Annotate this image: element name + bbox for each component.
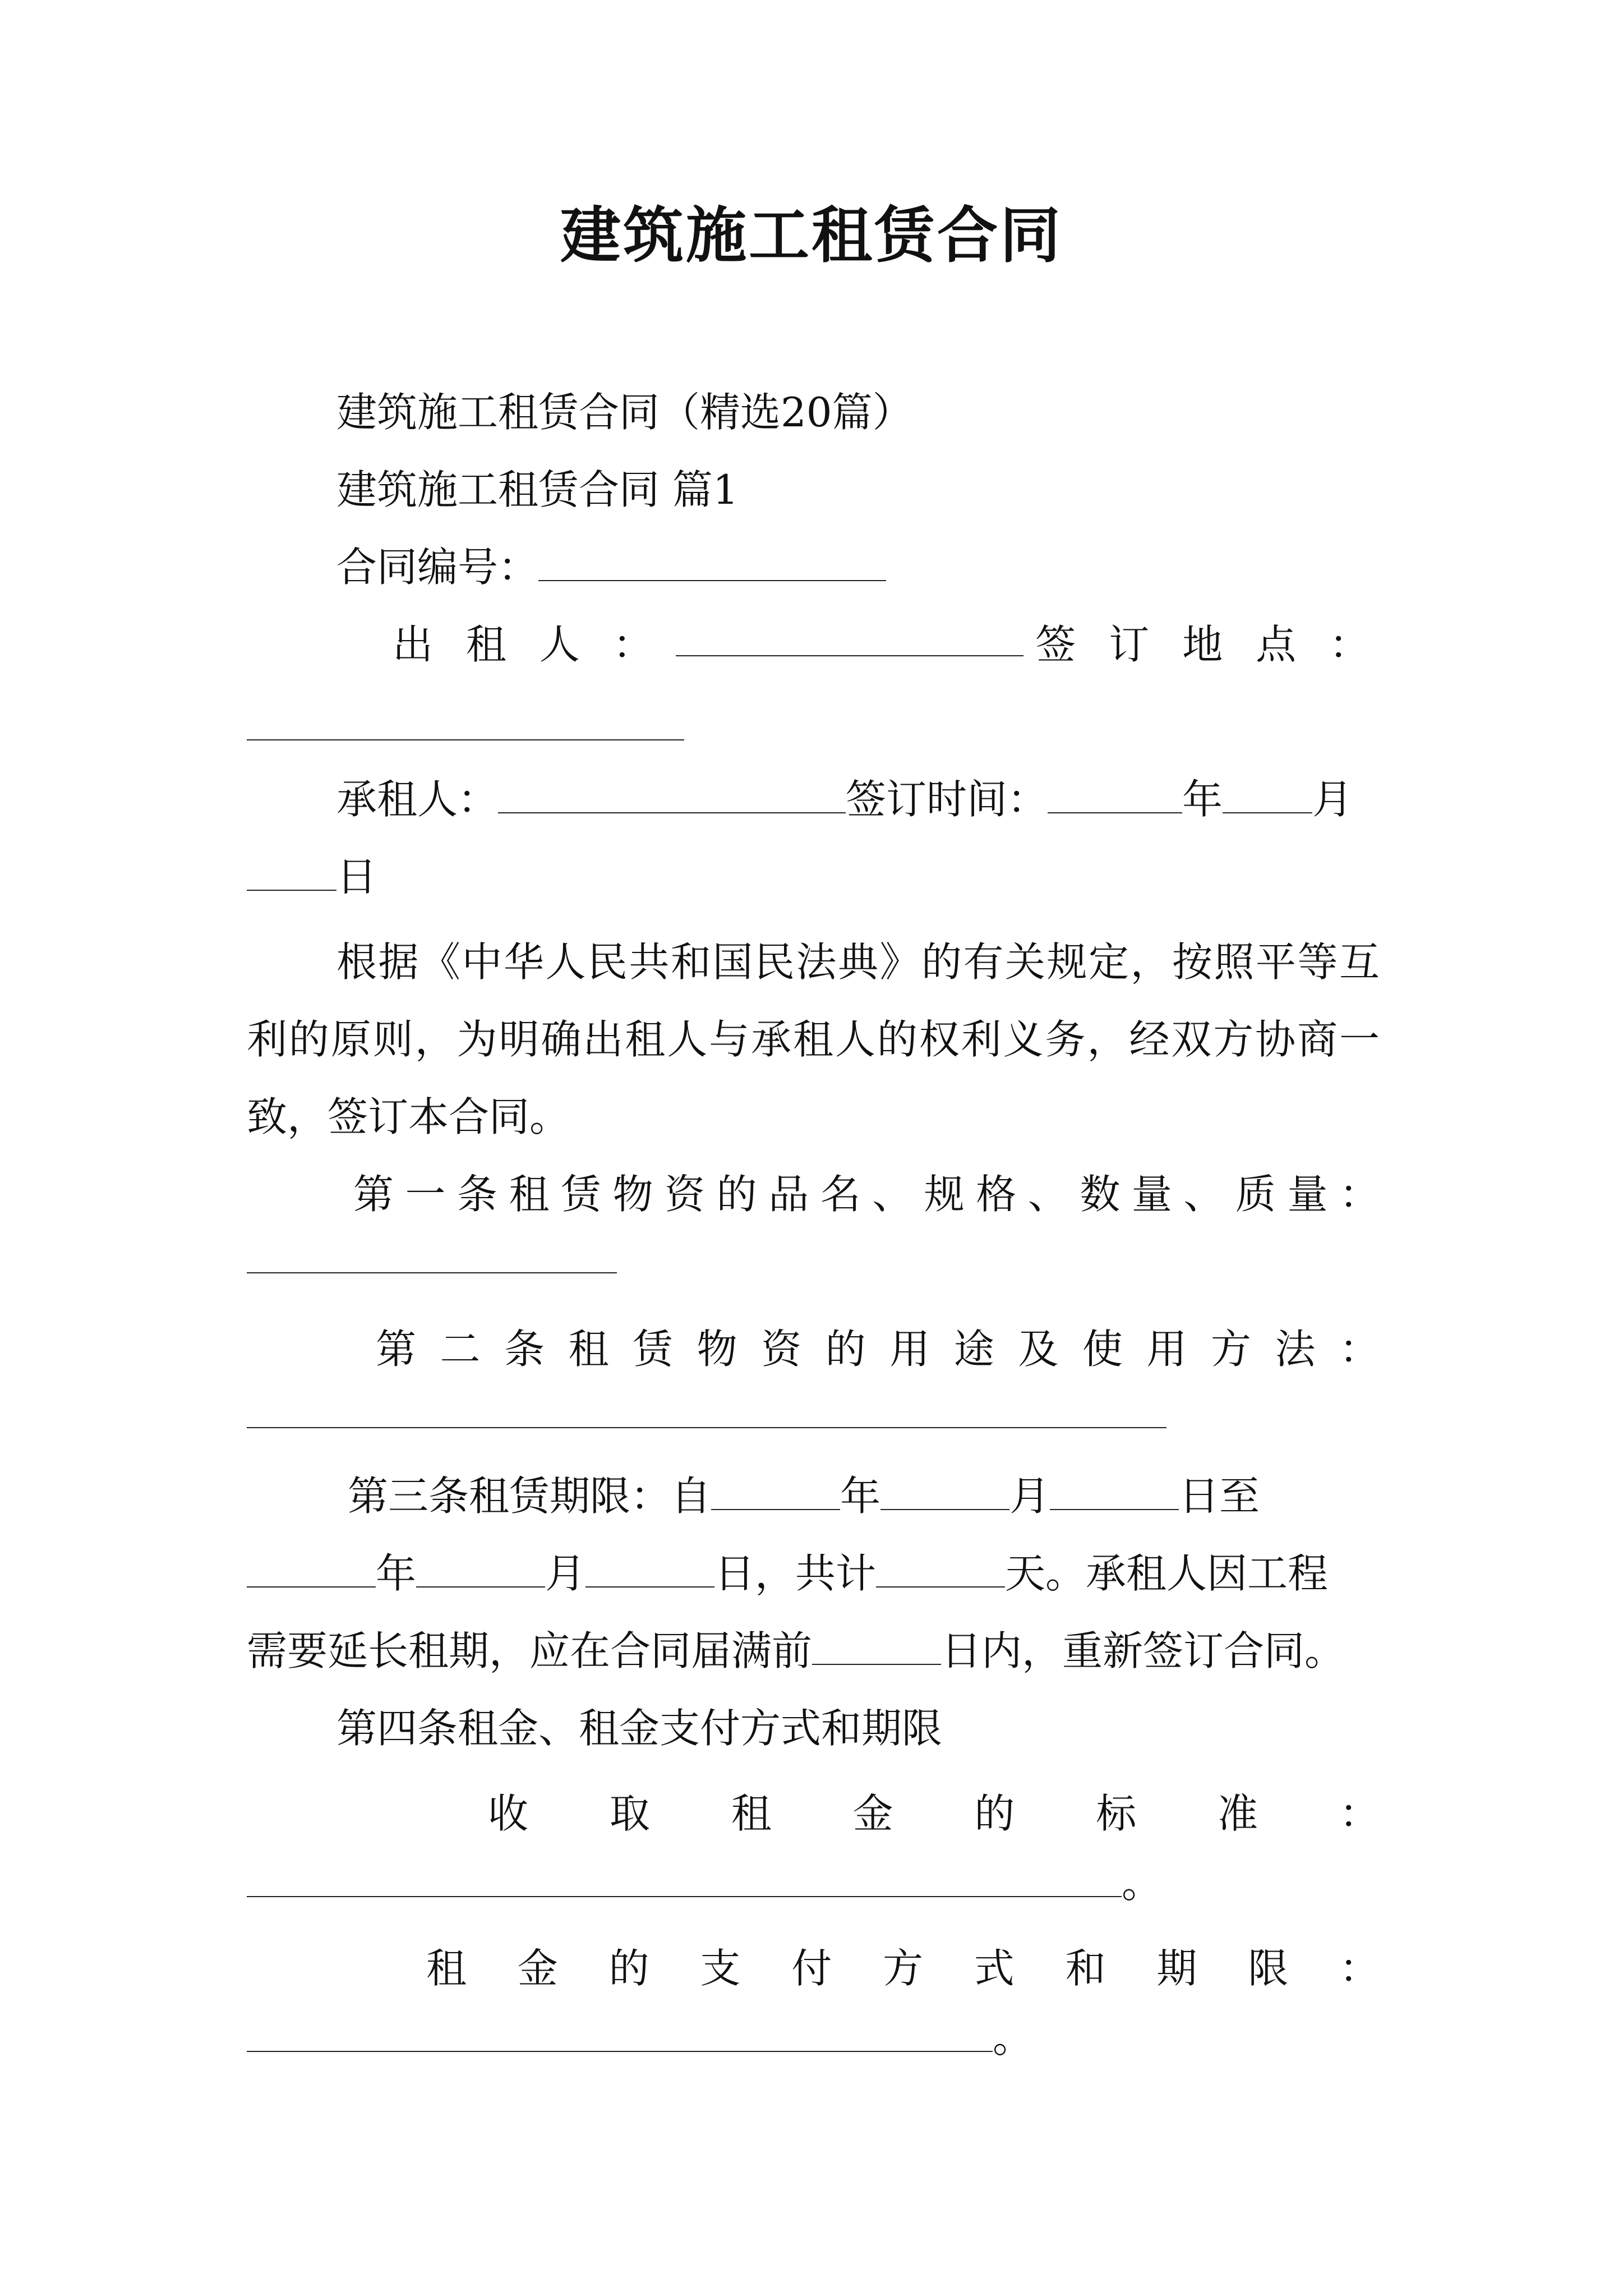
article-3-line-1: [348, 1465, 1380, 1527]
lessee-row: [336, 769, 1353, 830]
article-3-line-3-prefix: 需要延长租期，应在合同届满前: [247, 1627, 813, 1674]
rent-payment-label: 租 金 的 支 付 方 式 和 期 限 ：: [426, 1945, 1380, 1992]
lessee-label: 承租人：: [336, 776, 499, 823]
lease-end-month-field[interactable]: [416, 1545, 545, 1588]
sign-time-label: 签订时间：: [846, 776, 1048, 823]
rent-payment-period: 。: [993, 2014, 1034, 2062]
lease-start-year-field[interactable]: [711, 1467, 840, 1510]
sign-month-field[interactable]: [1223, 771, 1312, 813]
lease-start-year-label: 年: [840, 1473, 881, 1520]
article-2-field[interactable]: [247, 1427, 1166, 1428]
lessor-row: [393, 614, 1380, 675]
rent-standard-field[interactable]: [247, 1855, 1122, 1897]
sign-day-row: [247, 846, 377, 908]
article-4: 第四条租金、租金支付方式和期限: [336, 1705, 943, 1752]
collection-heading: 建筑施工租赁合同（精选20篇）: [336, 389, 913, 436]
sign-year-label: 年: [1182, 776, 1223, 823]
article-1-field[interactable]: [247, 1272, 617, 1273]
article-3-line-3: [247, 1620, 1380, 1682]
rent-standard-row: [247, 1852, 1162, 1914]
article-3-line-3-suffix: 日内，重新签订合同。: [941, 1627, 1345, 1674]
lessor-label: 出 租 人 ：: [393, 621, 663, 668]
lease-start-day-field[interactable]: [1050, 1467, 1179, 1510]
part-heading: 建筑施工租赁合同 篇1: [336, 466, 739, 513]
lease-total-label: 日，共计: [714, 1550, 877, 1597]
sign-place-field[interactable]: [247, 739, 684, 740]
contract-number-label: 合同编号：: [336, 544, 539, 591]
intro-paragraph: 根据《中华人民共和国民法典》的有关规定，按照平等互利的原则，为明确出租人与承租人的权利义务，经双方协商一致，签订本合同。: [247, 938, 1380, 1140]
article-1: 第一条租赁物资的品名、规格、数量、质量：: [353, 1171, 1380, 1218]
article-3-line-2-tail: 天。承租人因工程: [1005, 1550, 1329, 1597]
sign-place-label: 签 订 地 点 ：: [1035, 621, 1380, 668]
article-3-prefix: 第三条租赁期限：自: [348, 1473, 712, 1520]
document-title: 建筑施工租赁合同: [560, 200, 1063, 271]
lease-end-day-field[interactable]: [585, 1545, 714, 1588]
rent-payment-field[interactable]: [247, 2009, 993, 2052]
article-2: 第二条租赁物资的用途及使用方法：: [376, 1326, 1380, 1373]
renewal-days-field[interactable]: [812, 1622, 941, 1665]
rent-standard-label: 收 取 租 金 的 标 准 ：: [488, 1790, 1380, 1837]
lease-total-days-field[interactable]: [876, 1545, 1005, 1588]
lessee-field[interactable]: [498, 771, 846, 813]
rent-payment-row: [247, 2007, 1033, 2069]
article-3-line-2: [247, 1543, 1380, 1604]
rent-standard-period: 。: [1122, 1860, 1163, 1907]
lessor-field[interactable]: [676, 614, 1023, 656]
lease-end-year-field[interactable]: [247, 1545, 376, 1588]
article-3-suffix: 日至: [1179, 1473, 1260, 1520]
lease-start-month-field[interactable]: [880, 1467, 1009, 1510]
contract-number-field[interactable]: [538, 539, 886, 581]
sign-day-label: 日: [336, 853, 377, 900]
contract-number-row: [336, 536, 886, 598]
lease-start-month-label: 月: [1009, 1473, 1050, 1520]
sign-month-label: 月: [1312, 776, 1353, 823]
lease-end-year-label: 年: [376, 1550, 417, 1597]
lease-end-month-label: 月: [545, 1550, 586, 1597]
sign-day-field[interactable]: [247, 848, 336, 891]
sign-year-field[interactable]: [1048, 771, 1182, 813]
